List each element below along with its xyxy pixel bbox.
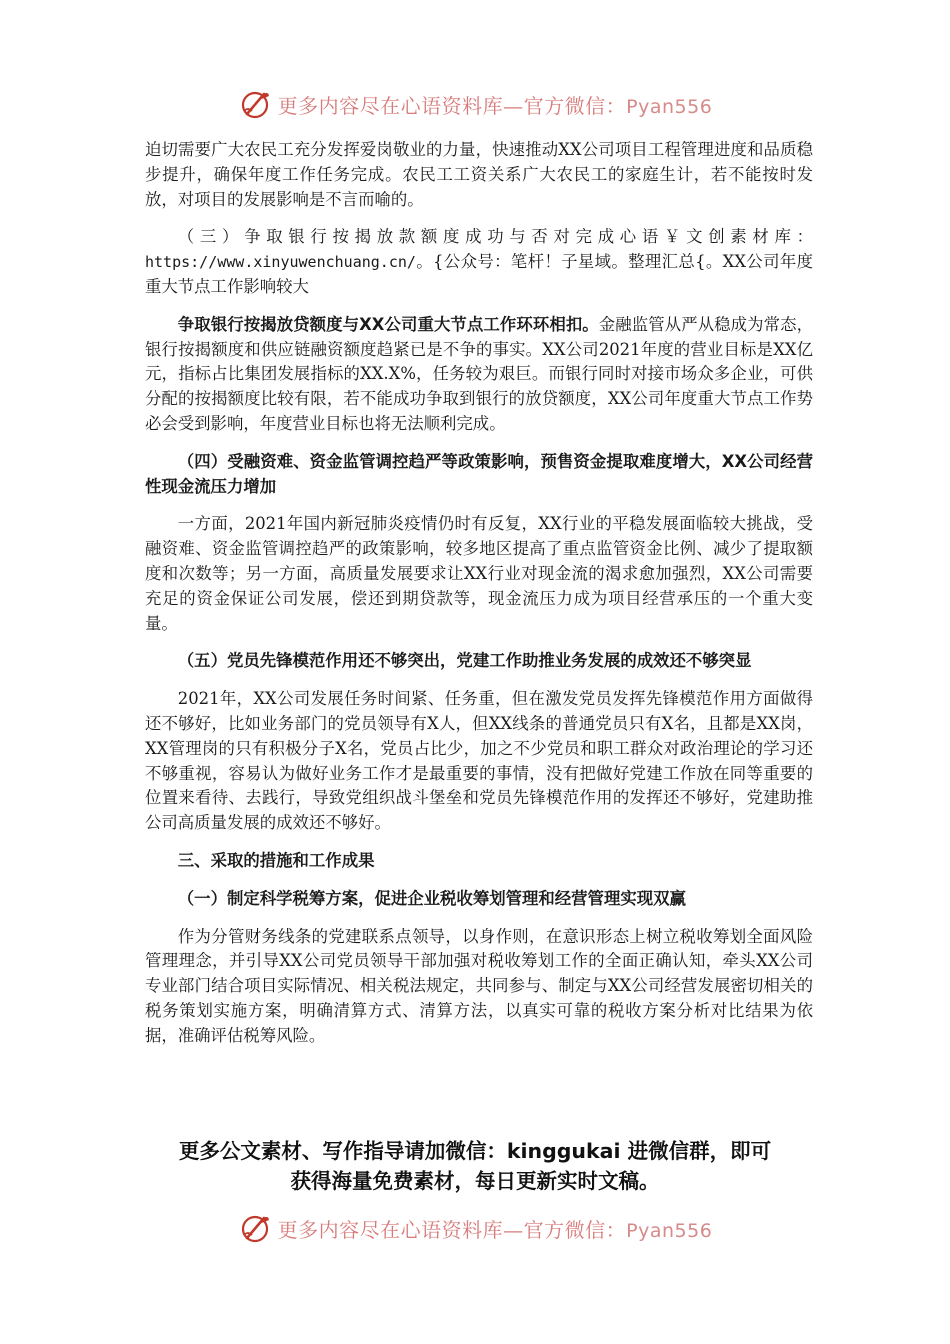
heading-4: （四）受融资难、资金监管调控趋严等政策影响，预售资金提取难度增大，XX公司经营性现金流压力增加 (145, 451, 813, 496)
document-body (145, 138, 813, 1049)
paragraph-loan-quota: 争取银行按揭放贷额度与XX公司重大节点工作环环相扣。金融监管从严从稳成为常态，银行按揭额度和供应链融资额度趋紧已是不争的事实。XX公司2021年度的营业目标是XX亿元，指标占比集团发展指标的XX.X%，任务较为艰巨。而银行同时对接市场众多企业，可供分配的按揭额度比较有限，若不能成功争取到银行的放贷额度，XX公司年度重大节点工作势必会受到影响，年度营业目标也将无法顺利完成。 (145, 314, 813, 433)
paragraph-cashflow: 一方面，2021年国内新冠肺炎疫情仍时有反复，XX行业的平稳发展面临较大挑战，受融资难、资金监管调控趋严的政策影响，较多地区提高了重点监管资金比例、减少了提取额度和次数等；另一方面，高质量发展要求让XX行业对现金流的渴求愈加强烈，XX公司需要充足的资金保证公司发展，偿还到期贷款等，现金流压力成为项目经营承压的一个重大变量。 (145, 514, 813, 633)
quill-logo-icon (238, 1211, 272, 1245)
heading-3: （三）争取银行按揭放款额度成功与否对完成心语￥文创素材库：https://www.xinyuwenchuang.cn/。{公众号：笔杆！子星域。整理汇总{。XX公司年度重大节点工作影响较大 (145, 227, 813, 296)
banner-text: 更多内容尽在心语资料库—官方微信：Pyan556 (277, 93, 713, 118)
promo-notice (120, 1136, 830, 1196)
heading-5: （五）党员先锋模范作用还不够突出，党建工作助推业务发展的成效还不够突显 (177, 651, 752, 671)
paragraph-tax-planning: 作为分管财务线条的党建联系点领导，以身作则，在意识形态上树立税收筹划全面风险管理理念，并引导XX公司党员领导干部加强对税收筹划工作的全面正确认知，牵头XX公司专业部门结合项目实际情况、相关税法规定，共同参与、制定与XX公司经营发展密切相关的税务策划实施方案，明确清算方式、清算方法，以真实可靠的税收方案分析对比结果为依据，准确评估税筹风险。 (145, 926, 813, 1045)
section-3-title: 三、采取的措施和工作成果 (177, 850, 375, 870)
paragraph-continuation: 迫切需要广大农民工充分发挥爱岗敬业的力量，快速推动XX公司项目工程管理进度和品质稳步提升，确保年度工作任务完成。农民工工资关系广大农民工的家庭生计，若不能按时发放，对项目的发展影响是不言而喻的。 (145, 140, 813, 209)
footer-banner (0, 1208, 950, 1248)
paragraph-party-members: 2021年，XX公司发展任务时间紧、任务重，但在激发党员发挥先锋模范作用方面做得还不够好，比如业务部门的党员领导有X人，但XX线条的普通党员只有X名，且都是XX岗，XX管理岗的只有积极分子X名，党员占比少，加之不少党员和职工群众对政治理论的学习还不够重视，容易认为做好业务工作才是最重要的事情，没有把做好党建工作放在同等重要的位置来看待、去践行，导致党组织战斗堡垒和党员先锋模范作用的发挥还不够好，党建助推公司高质量发展的成效还不够好。 (145, 689, 813, 833)
promo-line-2: 获得海量免费素材，每日更新实时文稿。 (290, 1169, 660, 1193)
section-3-1-title: （一）制定科学税筹方案，促进企业税收筹划管理和经营管理实现双赢 (177, 888, 686, 908)
banner-text: 更多内容尽在心语资料库—官方微信：Pyan556 (277, 1217, 713, 1242)
quill-logo-icon (238, 87, 272, 121)
header-banner (0, 84, 950, 124)
watermark-url: https://www.xinyuwenchuang.cn/ (145, 253, 416, 272)
promo-line-1: 更多公文素材、写作指导请加微信：kinggukai 进微信群，即可 (178, 1139, 772, 1163)
